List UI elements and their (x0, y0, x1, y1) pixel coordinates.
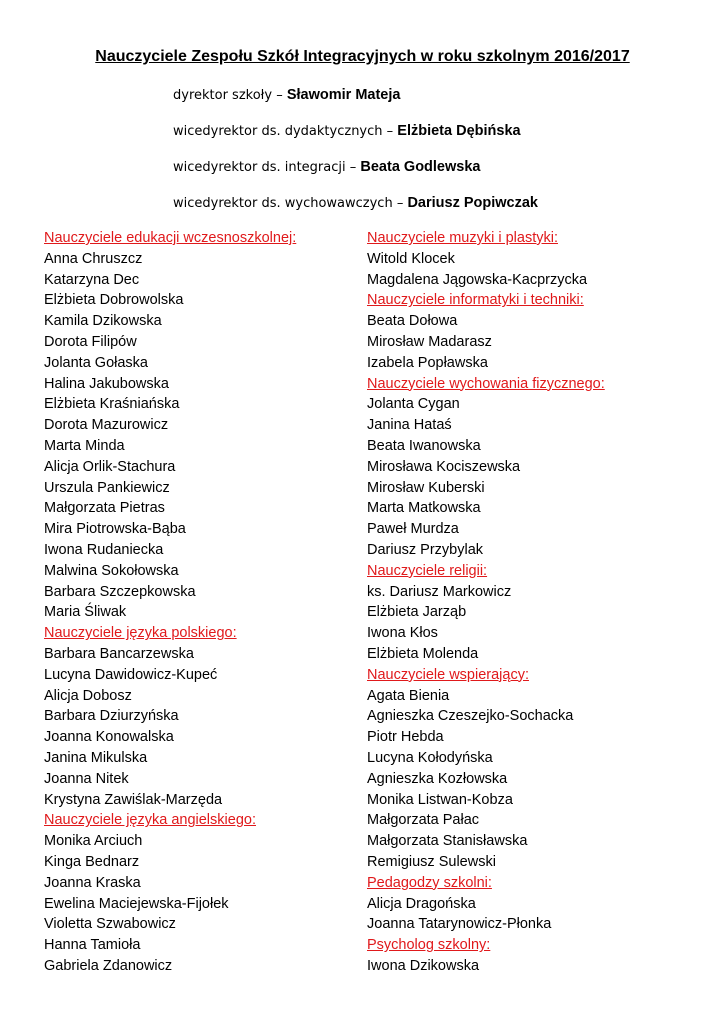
teacher-name: Remigiusz Sulewski (367, 853, 496, 870)
group-heading: Nauczyciele wspierający: (367, 666, 529, 683)
group-heading: Nauczyciele języka angielskiego: (44, 812, 256, 829)
teacher-name: Beata Dołowa (367, 313, 458, 330)
teacher-name: Alicja Orlik-Stachura (44, 458, 176, 475)
teacher-name: Agata Bienia (367, 687, 450, 704)
director-role: wicedyrektor ds. dydaktycznych – (173, 124, 398, 139)
director-name: Beata Godlewska (360, 159, 481, 175)
director-role: wicedyrektor ds. integracji – (173, 160, 361, 175)
teacher-name: Alicja Dragońska (367, 895, 476, 912)
teacher-name: Paweł Murdza (367, 521, 459, 538)
teacher-name: Dariusz Przybylak (367, 541, 484, 558)
teacher-name: Barbara Szczepkowska (44, 583, 196, 600)
teacher-name: Marta Minda (44, 437, 125, 454)
teacher-name: Janina Mikulska (44, 749, 148, 766)
teacher-name: Małgorzata Pałac (367, 812, 480, 829)
teacher-name: Elżbieta Jarząb (367, 604, 467, 621)
director-row (173, 85, 538, 121)
teacher-name: Joanna Konowalska (44, 729, 174, 746)
group-heading: Nauczyciele religii: (367, 562, 488, 579)
teacher-name: Agnieszka Kozłowska (367, 770, 508, 787)
directors-list (173, 85, 538, 229)
teacher-name: Janina Hataś (367, 417, 452, 434)
director-row (173, 121, 538, 157)
teacher-name: Dorota Mazurowicz (44, 417, 169, 434)
teacher-name: Hanna Tamioła (44, 937, 141, 954)
teacher-name: Monika Listwan-Kobza (367, 791, 513, 808)
teacher-name: Joanna Nitek (44, 770, 129, 787)
teacher-name: Iwona Dzikowska (367, 957, 480, 974)
teacher-name: Elżbieta Dobrowolska (44, 292, 184, 309)
teacher-name: ks. Dariusz Markowicz (367, 583, 512, 600)
teacher-name: Monika Arciuch (44, 833, 143, 850)
teacher-name: Gabriela Zdanowicz (44, 957, 173, 974)
group-heading: Nauczyciele informatyki i techniki: (367, 292, 584, 309)
director-name: Elżbieta Dębińska (397, 123, 521, 139)
group-heading: Psycholog szkolny: (367, 937, 491, 954)
teacher-name: Halina Jakubowska (44, 375, 169, 392)
group-heading: Nauczyciele edukacji wczesnoszkolnej: (44, 230, 297, 246)
teacher-name: Lucyna Kołodyńska (367, 749, 493, 766)
teacher-name: Malwina Sokołowska (44, 562, 179, 579)
right-column (367, 228, 605, 977)
group-heading: Nauczyciele muzyki i plastyki: (367, 230, 558, 246)
teacher-name: Dorota Filipów (44, 333, 137, 350)
director-role: wicedyrektor ds. wychowawczych – (173, 196, 408, 211)
teacher-name: Ewelina Maciejewska-Fijołek (44, 895, 229, 912)
teacher-name: Anna Chruszcz (44, 250, 143, 267)
teacher-name: Barbara Dziurzyńska (44, 708, 179, 725)
teacher-name: Maria Śliwak (44, 604, 127, 621)
director-row (173, 157, 538, 193)
left-column (44, 228, 296, 977)
teacher-name: Jolanta Cygan (367, 396, 460, 413)
teacher-name: Mirosława Kociszewska (367, 458, 521, 475)
teacher-name: Joanna Kraska (44, 874, 141, 891)
teacher-name: Witold Klocek (367, 250, 455, 267)
teacher-name: Beata Iwanowska (367, 437, 481, 454)
teacher-name: Małgorzata Stanisławska (367, 833, 528, 850)
teacher-name: Izabela Popławska (367, 354, 488, 371)
director-name: Dariusz Popiwczak (407, 195, 538, 211)
teacher-name: Urszula Pankiewicz (44, 479, 170, 496)
teacher-name: Joanna Tatarynowicz-Płonka (367, 916, 552, 933)
teacher-name: Iwona Rudaniecka (44, 541, 164, 558)
teacher-name: Kinga Bednarz (44, 853, 140, 870)
group-heading: Pedagodzy szkolni: (367, 874, 492, 891)
teacher-name: Elżbieta Kraśniańska (44, 396, 180, 413)
director-name: Sławomir Mateja (286, 87, 401, 103)
teacher-name: Elżbieta Molenda (367, 645, 479, 662)
teacher-name: Alicja Dobosz (44, 687, 132, 704)
teacher-name: Mirosław Kuberski (367, 479, 485, 496)
teacher-name: Krystyna Zawiślak-Marzęda (44, 791, 223, 808)
group-heading: Nauczyciele wychowania fizycznego: (367, 375, 605, 392)
director-role: dyrektor szkoły – (173, 88, 287, 103)
teacher-name: Iwona Kłos (367, 625, 438, 642)
teacher-name: Małgorzata Pietras (44, 500, 165, 517)
teacher-name: Katarzyna Dec (44, 271, 140, 288)
page-title: Nauczyciele Zespołu Szkół Integracyjnych w roku szkolnym 2016/2017 (95, 48, 630, 65)
teacher-name: Agnieszka Czeszejko-Sochacka (367, 708, 574, 725)
teacher-name: Magdalena Jągowska-Kacprzycka (367, 271, 588, 288)
teacher-name: Violetta Szwabowicz (44, 916, 176, 933)
teacher-name: Mirosław Madarasz (367, 333, 492, 350)
director-row (173, 193, 538, 229)
teacher-name: Jolanta Gołaska (44, 354, 148, 371)
teacher-name: Lucyna Dawidowicz-Kupeć (44, 666, 218, 683)
teacher-name: Kamila Dzikowska (44, 313, 162, 330)
group-heading: Nauczyciele języka polskiego: (44, 625, 237, 642)
teacher-name: Mira Piotrowska-Bąba (44, 521, 186, 538)
teacher-name: Piotr Hebda (367, 729, 444, 746)
teacher-name: Marta Matkowska (367, 500, 481, 517)
teacher-name: Barbara Bancarzewska (44, 645, 194, 662)
